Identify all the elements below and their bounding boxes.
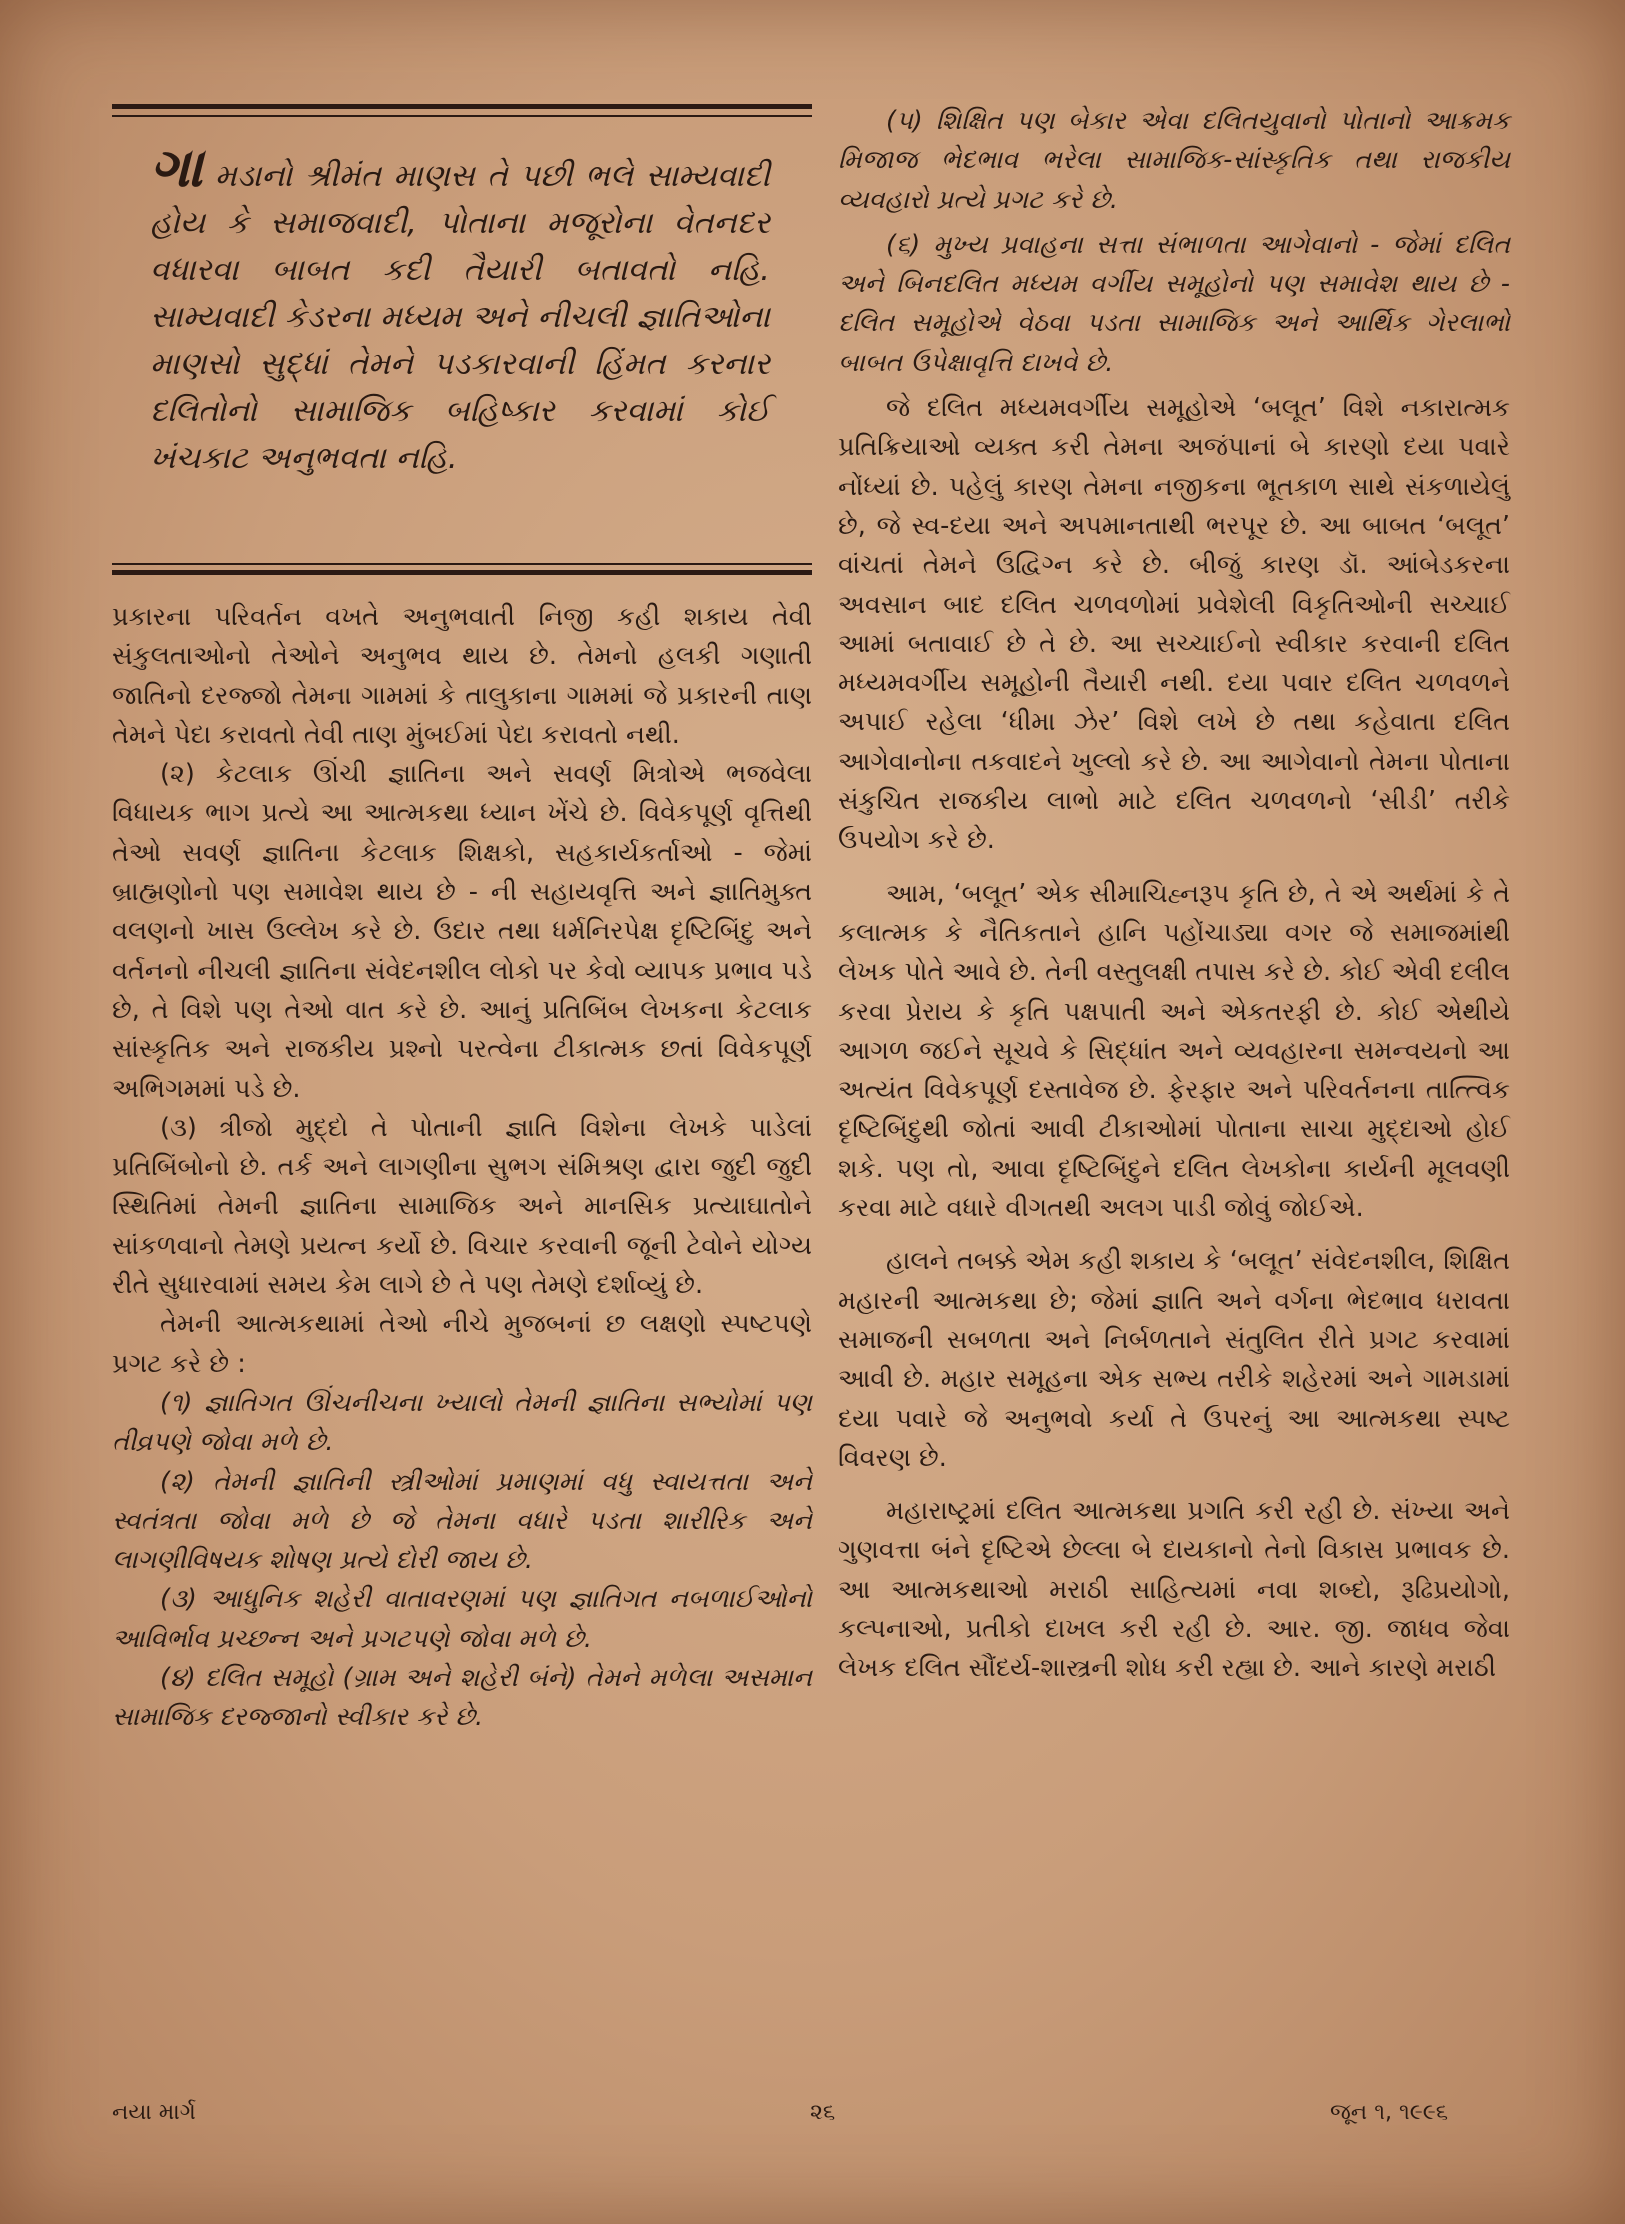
bottom-rule-thin: [112, 563, 812, 565]
right-list-item-5: (૫) શિક્ષિત પણ બેકાર એવા દલિતયુવાનો પોતાનો આક્રમક મિજાજ ભેદભાવ ભરેલા સામાજિક-સાંસ્કૃતિક તથા રાજકીય વ્યવહારો પ્રત્યે પ્રગટ કરે છે.: [838, 106, 1510, 215]
right-paragraph-4: મહારાષ્ટ્રમાં દલિત આત્મકથા પ્રગતિ કરી રહી છે. સંખ્યા અને ગુણવત્તા બંને દૃષ્ટિએ છેલ્લા બે દાયકાનો તેનો વિકાસ પ્રભાવક છે. આ આત્મકથાઓ મરાઠી સાહિત્યમાં નવા શબ્દો, રૂઢિપ્રયોગો, કલ્પનાઓ, પ્રતીકો દાખલ કરી રહી છે. આર. જી. જાધવ જેવા લેખક દલિત સૌંદર્ય-શાસ્ત્રની શોધ કરી રહ્યા છે. આને કારણે મરાઠી: [838, 1496, 1510, 1684]
bottom-rule: [112, 570, 812, 575]
right-column: [838, 102, 1510, 1689]
pull-quote: [150, 136, 770, 482]
left-list-item-4: (૪) દલિત સમૂહો (ગ્રામ અને શહેરી બંને) તેમને મળેલા અસમાન સામાજિક દરજ્જાનો સ્વીકાર કરે છે.: [112, 1663, 812, 1733]
left-list-item-1: (૧) જ્ઞાતિગત ઊંચનીચના ખ્યાલો તેમની જ્ઞાતિના સભ્યોમાં પણ તીવ્રપણે જોવા મળે છે.: [112, 1387, 812, 1458]
pull-quote-dropcap: ગા: [150, 136, 203, 199]
right-paragraph-3: હાલને તબક્કે એમ કહી શકાય કે ‘બલૂત’ સંવેદનશીલ, શિક્ષિત મહારની આત્મકથા છે; જેમાં જ્ઞાતિ અને વર્ગના ભેદભાવ ધરાવતા સમાજની સબળતા અને નિર્બળતાને સંતુલિત રીતે પ્રગટ કરવામાં આવી છે. મહાર સમૂહના એક સભ્ય તરીકે શહેરમાં અને ગામડામાં દયા પવારે જે અનુભવો કર્યા તે ઉપરનું આ આત્મકથા સ્પષ્ટ વિવરણ છે.: [838, 1246, 1510, 1473]
left-paragraph-4: તેમની આત્મકથામાં તેઓ નીચે મુજબનાં છ લક્ષણો સ્પષ્ટપણે પ્રગટ કરે છે :: [112, 1309, 812, 1379]
left-list-item-3: (૩) આધુનિક શહેરી વાતાવરણમાં પણ જ્ઞાતિગત નબળાઈઓનો આવિર્ભાવ પ્રચ્છન્ન અને પ્રગટપણે જોવા મળે છે.: [112, 1584, 812, 1654]
left-column: [112, 598, 812, 1738]
right-paragraph-2: આમ, ‘બલૂત’ એક સીમાચિહ્નરૂપ કૃતિ છે, તે એ અર્થમાં કે તે કલાત્મક કે નૈતિકતાને હાનિ પહોંચાડ્યા વગર જે સમાજમાંથી લેખક પોતે આવે છે. તેની વસ્તુલક્ષી તપાસ કરે છે. કોઈ એવી દલીલ કરવા પ્રેરાય કે કૃતિ પક્ષપાતી અને એકતરફી છે. કોઈ એથીયે આગળ જઈને સૂચવે કે સિદ્ધાંત અને વ્યવહારના સમન્વયનો આ અત્યંત વિવેકપૂર્ણ દસ્તાવેજ છે. ફેરફાર અને પરિવર્તનના તાત્ત્વિક દૃષ્ટિબિંદુથી જોતાં આવી ટીકાઓમાં પોતાના સાચા મુદ્દાઓ હોઈ શકે. પણ તો, આવા દૃષ્ટિબિંદુને દલિત લેખકોના કાર્યની મૂલવણી કરવા માટે વધારે વીગતથી અલગ પાડી જોવું જોઈએ.: [838, 878, 1510, 1224]
top-rule: [112, 104, 812, 109]
left-paragraph-1: પ્રકારના પરિવર્તન વખતે અનુભવાતી નિજી કહી શકાય તેવી સંકુલતાઓનો તેઓને અનુભવ થાય છે. તેમનો હલકી ગણાતી જાતિનો દરજ્જો તેમના ગામમાં કે તાલુકાના ગામમાં જે પ્રકારની તાણ તેમને પેદા કરાવતો તેવી તાણ મુંબઈમાં પેદા કરાવતો નથી.: [112, 602, 812, 750]
footer-page-number: ૨૬: [810, 2100, 836, 2125]
footer-date: જૂન ૧, ૧૯૯૬: [1330, 2100, 1449, 2125]
left-paragraph-3: (૩) ત્રીજો મુદ્દો તે પોતાની જ્ઞાતિ વિશેના લેખકે પાડેલાં પ્રતિબિંબોનો છે. તર્ક અને લાગણીના સુભગ સંમિશ્રણ દ્વારા જુદી જુદી સ્થિતિમાં તેમની જ્ઞાતિના સામાજિક અને માનસિક પ્રત્યાઘાતોને સાંકળવાનો તેમણે પ્રયત્ન કર્યો છે. વિચાર કરવાની જૂની ટેવોને યોગ્ય રીતે સુધારવામાં સમય કેમ લાગે છે તે પણ તેમણે દર્શાવ્યું છે.: [112, 1112, 812, 1301]
left-list-item-2: (૨) તેમની જ્ઞાતિની સ્ત્રીઓમાં પ્રમાણમાં વધુ સ્વાયત્તતા અને સ્વતંત્રતા જોવા મળે છે જે તેમના વધારે પડતા શારીરિક અને લાગણીવિષયક શોષણ પ્રત્યે દોરી જાય છે.: [112, 1466, 812, 1576]
top-rule-thin: [112, 115, 812, 117]
pull-quote-text: મડાનો શ્રીમંત માણસ તે પછી ભલે સામ્યવાદી હોય કે સમાજવાદી, પોતાના મજૂરોના વેતનદર વધારવા બાબત કદી તૈયારી બતાવતો નહિ. સામ્યવાદી કેડરના મધ્યમ અને નીચલી જ્ઞાતિઓના માણસો સુદ્ધાં તેમને પડકારવાની હિંમત કરનાર દલિતોનો સામાજિક બહિષ્કાર કરવામાં કોઈ ખંચકાટ અનુભવતા નહિ.: [150, 158, 770, 476]
right-list-item-6: (૬) મુખ્ય પ્રવાહના સત્તા સંભાળતા આગેવાનો - જેમાં દલિત અને બિનદલિત મધ્યમ વર્ગીય સમૂહોનો પણ સમાવેશ થાય છે - દલિત સમૂહોએ વેઠવા પડતા સામાજિક અને આર્થિક ગેરલાભો બાબત ઉપેક્ષાવૃત્તિ દાખવે છે.: [838, 229, 1510, 378]
left-paragraph-2: (૨) કેટલાક ઊંચી જ્ઞાતિના અને સવર્ણ મિત્રોએ ભજવેલા વિધાયક ભાગ પ્રત્યે આ આત્મકથા ધ્યાન ખેંચે છે. વિવેકપૂર્ણ વૃત્તિથી તેઓ સવર્ણ જ્ઞાતિના કેટલાક શિક્ષકો, સહકાર્યકર્તાઓ - જેમાં બ્રાહ્મણોનો પણ સમાવેશ થાય છે - ની સહાયવૃત્તિ અને જ્ઞાતિમુક્ત વલણનો ખાસ ઉલ્લેખ કરે છે. ઉદાર તથા ધર્મનિરપેક્ષ દૃષ્ટિબિંદુ અને વર્તનનો નીચલી જ્ઞાતિના સંવેદનશીલ લોકો પર કેવો વ્યાપક પ્રભાવ પડે છે, તે વિશે પણ તેઓ વાત કરે છે. આનું પ્રતિબિંબ લેખકના કેટલાક સાંસ્કૃતિક અને રાજકીય પ્રશ્નો પરત્વેના ટીકાત્મક છતાં વિવેકપૂર્ણ અભિગમમાં પડે છે.: [112, 759, 812, 1104]
right-paragraph-1: જે દલિત મધ્યમવર્ગીય સમૂહોએ ‘બલૂત’ વિશે નકારાત્મક પ્રતિક્રિયાઓ વ્યક્ત કરી તેમના અજંપાનાં બે કારણો દયા પવારે નોંધ્યાં છે. પહેલું કારણ તેમના નજીકના ભૂતકાળ સાથે સંકળાયેલું છે, જે સ્વ-દયા અને અપમાનતાથી ભરપૂર છે. આ બાબત ‘બલૂત’ વાંચતાં તેમને ઉદ્વિગ્ન કરે છે. બીજું કારણ ડૉ. આંબેડકરના અવસાન બાદ દલિત ચળવળોમાં પ્રવેશેલી વિકૃતિઓની સચ્ચાઈ આમાં બતાવાઈ છે તે છે. આ સચ્ચાઈનો સ્વીકાર કરવાની દલિત મધ્યમવર્ગીય સમૂહોની તૈયારી નથી. દયા પવાર દલિત ચળવળને અપાઈ રહેલા ‘ધીમા ઝેર’ વિશે લખે છે તથા કહેવાતા દલિત આગેવાનોના તકવાદને ખુલ્લો કરે છે. આ આગેવાનો તેમના પોતાના સંકુચિત રાજકીય લાભો માટે દલિત ચળવળનો ‘સીડી’ તરીકે ઉપયોગ કરે છે.: [838, 393, 1510, 856]
footer-publication: નયા માર્ગ: [112, 2100, 196, 2125]
